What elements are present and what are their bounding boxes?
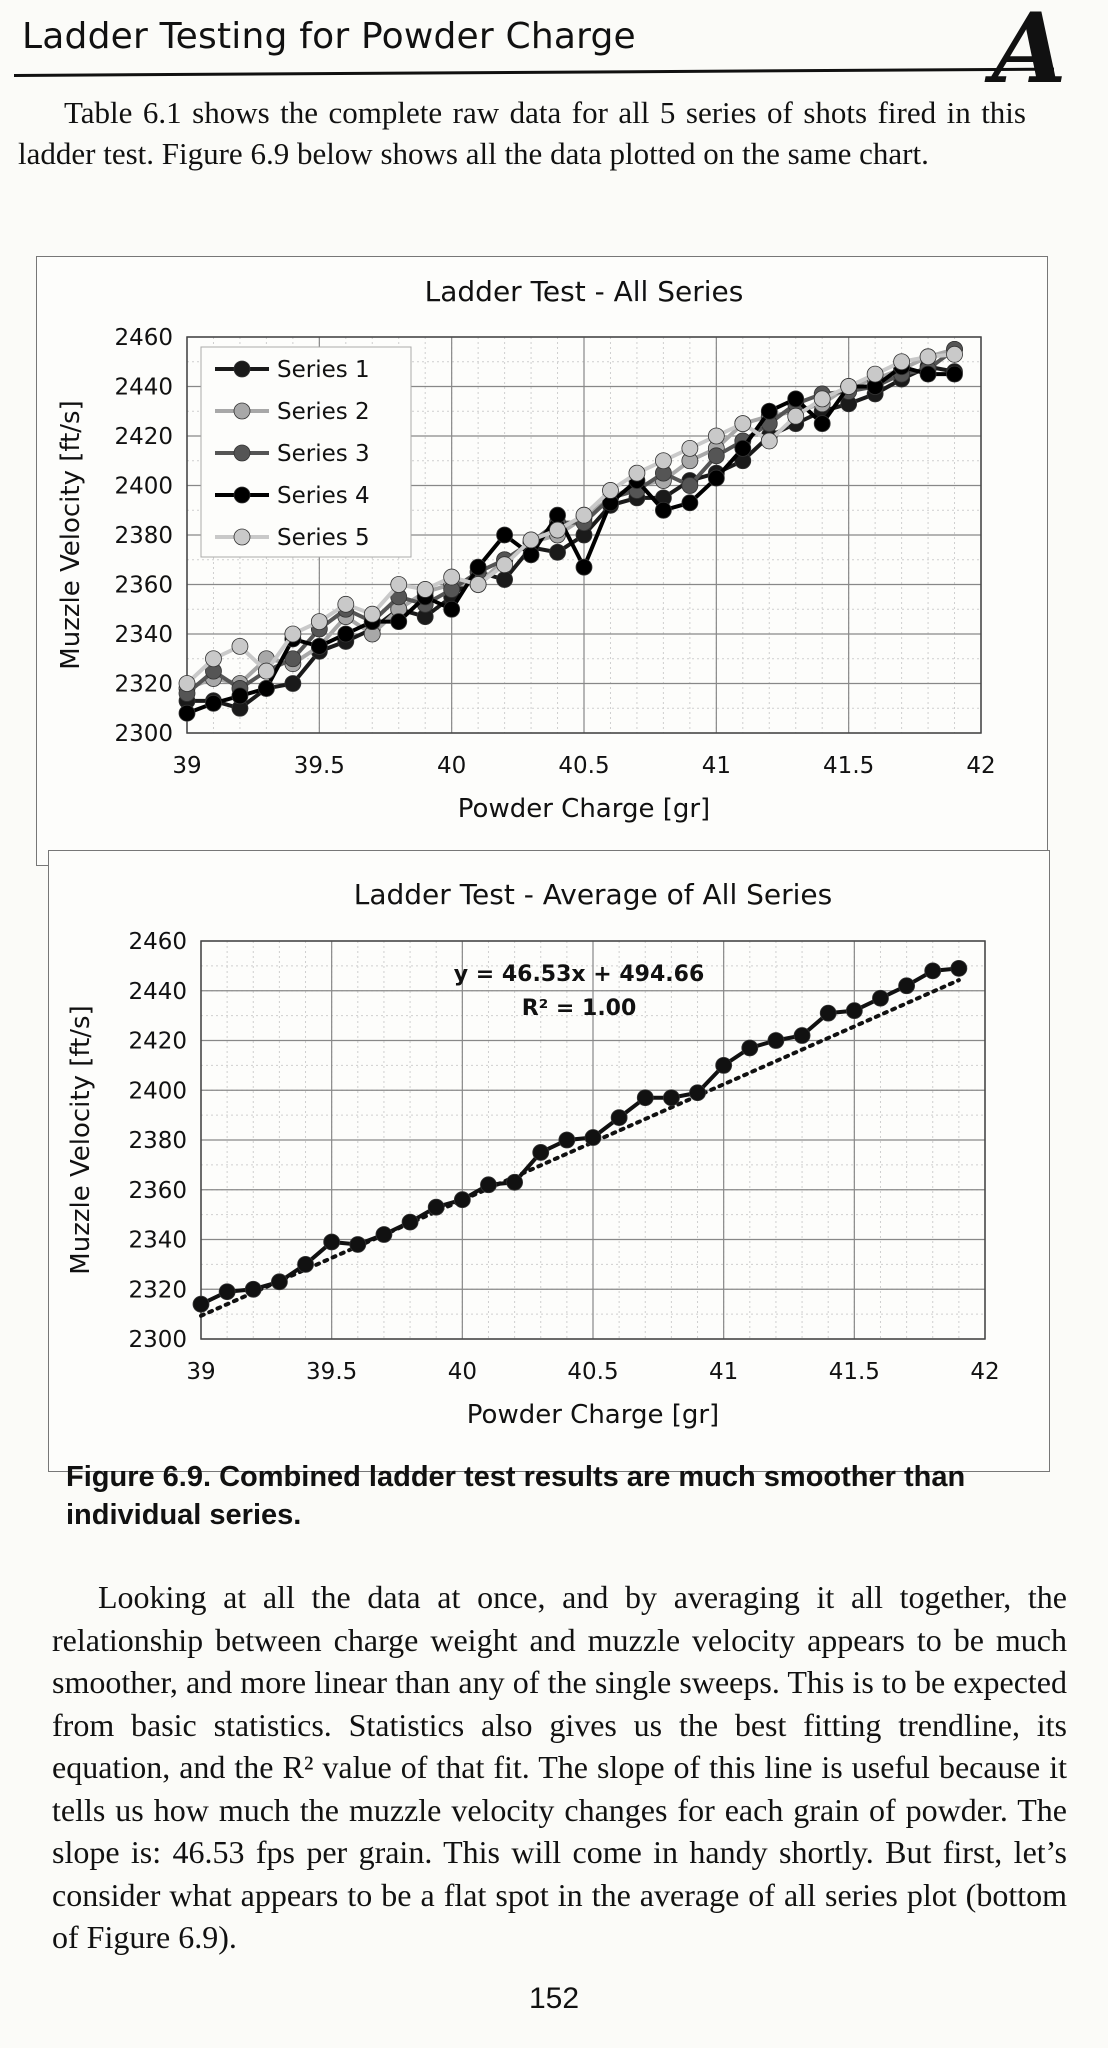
data-point [324,1234,340,1250]
legend-label: Series 2 [277,399,370,425]
y-axis-label: Muzzle Velocity [ft/s] [66,1005,96,1275]
data-point [867,366,883,382]
page-header-title: Ladder Testing for Powder Charge [22,16,636,57]
y-tick-label: 2420 [128,1028,187,1055]
data-point [761,403,777,419]
data-point [470,577,486,593]
x-axis-label: Powder Charge [gr] [457,794,711,824]
page-number: 152 [528,1982,580,2015]
legend-label: Series 5 [277,525,370,551]
data-point [655,502,671,518]
data-point [338,596,354,612]
x-tick-label: 39.5 [306,1359,358,1385]
data-point [682,478,698,494]
y-tick-label: 2460 [128,929,187,955]
data-point [179,705,195,721]
y-tick-label: 2360 [114,572,173,599]
y-tick-label: 2440 [128,978,187,1005]
data-point [179,676,195,692]
y-tick-label: 2400 [114,473,173,500]
data-point [655,453,671,469]
trendline [201,980,959,1316]
data-point [794,1028,810,1044]
data-point [611,1110,627,1126]
x-tick-label: 41 [709,1359,739,1385]
data-point [899,978,915,994]
body-paragraph: Looking at all the data at once, and by averaging it all together, the relationship between charge weight and muzzle velocity appears to be much smoother, and more linear than any of the single sweeps. This is to be expected from basic statistics. Statistics also gives us the best fitting trendline, its equation, and the R² value of that fit. The slope of this line is useful because it tells us how much the muzzle velocity changes for each grain of powder. The slope is: 46.53 fps per grain. This will come in handy shortly. But first, let’s consider what appears to be a flat spot in the average of all series plot (bottom of Figure 6.9). [52,1579,1067,1955]
data-point [205,695,221,711]
legend-marker [234,487,250,503]
data-point [708,448,724,464]
data-point [232,688,248,704]
y-tick-label: 2400 [128,1078,187,1105]
data-point [559,1132,575,1148]
data-point [480,1177,496,1193]
x-axis-label: Powder Charge [gr] [466,1400,720,1430]
figure-caption: Figure 6.9. Combined ladder test results are much smoother than individual series. [66,1461,966,1531]
data-point [841,379,857,395]
data-point [193,1296,209,1312]
data-point [402,1214,418,1230]
y-tick-label: 2380 [128,1128,187,1154]
y-tick-label: 2380 [114,523,173,549]
data-point [364,606,380,622]
data-point [663,1090,679,1106]
trendline-annotation: y = 46.53x + 494.66 [453,962,705,987]
data-point [768,1033,784,1049]
legend-marker [234,529,250,545]
data-point [920,349,936,365]
data-point [788,408,804,424]
data-point [637,1090,653,1106]
header-rule [14,68,1054,77]
legend-marker [234,403,250,419]
data-point [245,1281,261,1297]
data-point [629,465,645,481]
y-tick-label: 2300 [114,721,173,747]
data-point [846,1003,862,1019]
data-point [550,522,566,538]
legend-label: Series 1 [277,357,370,383]
data-point [391,577,407,593]
data-point [391,614,407,630]
data-point [428,1199,444,1215]
data-point [735,416,751,432]
data-point [417,581,433,597]
data-point [285,676,301,692]
data-point [454,1192,470,1208]
data-point [602,482,618,498]
data-point [708,470,724,486]
y-tick-label: 2440 [114,374,173,401]
data-point [894,354,910,370]
data-point [311,638,327,654]
data-point [920,366,936,382]
data-point [682,495,698,511]
data-point [742,1040,758,1056]
data-point [951,960,967,976]
y-tick-label: 2360 [128,1177,187,1204]
x-tick-label: 42 [970,1359,1000,1385]
y-tick-label: 2320 [128,1277,187,1304]
x-tick-label: 39 [186,1359,216,1385]
data-point [507,1174,523,1190]
y-tick-label: 2320 [114,671,173,698]
y-tick-label: 2460 [114,325,173,351]
trendline-annotation: R² = 1.00 [521,996,637,1021]
x-tick-label: 40.5 [567,1359,619,1385]
data-point [550,544,566,560]
data-point [258,663,274,679]
x-tick-label: 41.5 [828,1359,880,1385]
data-point [298,1256,314,1272]
data-point [947,346,963,362]
chapter-logo: A [992,0,1067,105]
data-point [576,507,592,523]
data-point [735,440,751,456]
legend-marker [234,445,250,461]
data-point [523,547,539,563]
legend-label: Series 3 [277,441,370,467]
data-point [444,569,460,585]
data-point [820,1005,836,1021]
chart-title: Ladder Test - Average of All Series [353,878,833,911]
data-point [716,1057,732,1073]
x-tick-label: 39.5 [293,753,345,779]
data-point [285,626,301,642]
chart-title: Ladder Test - All Series [424,275,744,308]
data-point [585,1130,601,1146]
x-tick-label: 40.5 [558,753,610,779]
data-point [338,626,354,642]
data-point [550,507,566,523]
x-tick-label: 40 [447,1359,477,1385]
data-point [690,1085,706,1101]
chart-average-series-svg [49,851,1049,1471]
data-point [814,416,830,432]
x-tick-label: 41 [701,753,731,779]
data-point [271,1274,287,1290]
data-point [788,391,804,407]
data-point [708,428,724,444]
legend-marker [234,361,250,377]
data-point [470,559,486,575]
data-point [682,440,698,456]
data-point [925,963,941,979]
data-point [258,680,274,696]
data-point [232,638,248,654]
intro-paragraph: Table 6.1 shows the complete raw data for all 5 series of shots fired in this ladder test. Figure 6.9 below shows all the data plotted on the same chart. [18,95,1026,171]
chart-all-series-svg [37,257,1047,865]
data-point [205,651,221,667]
data-point [497,572,513,588]
data-point [576,559,592,575]
y-axis-label: Muzzle Velocity [ft/s] [56,400,86,670]
chart-all-series [36,256,1048,866]
data-point [444,601,460,617]
x-tick-label: 41.5 [823,753,875,779]
data-point [533,1144,549,1160]
data-point [761,433,777,449]
data-point [947,366,963,382]
x-tick-label: 40 [437,753,467,779]
x-tick-label: 42 [966,753,996,779]
data-point [872,990,888,1006]
data-point [497,527,513,543]
data-point [376,1227,392,1243]
data-point [814,391,830,407]
y-tick-label: 2300 [128,1327,187,1353]
y-tick-label: 2340 [114,622,173,648]
y-tick-label: 2340 [128,1227,187,1254]
legend-label: Series 4 [277,483,370,509]
legend [201,347,411,557]
data-point [523,532,539,548]
data-point [497,557,513,573]
x-tick-label: 39 [172,753,202,779]
data-point [350,1236,366,1252]
data-point [311,614,327,630]
data-point [219,1284,235,1300]
y-tick-label: 2420 [114,424,173,450]
chart-average-series [48,850,1050,1472]
